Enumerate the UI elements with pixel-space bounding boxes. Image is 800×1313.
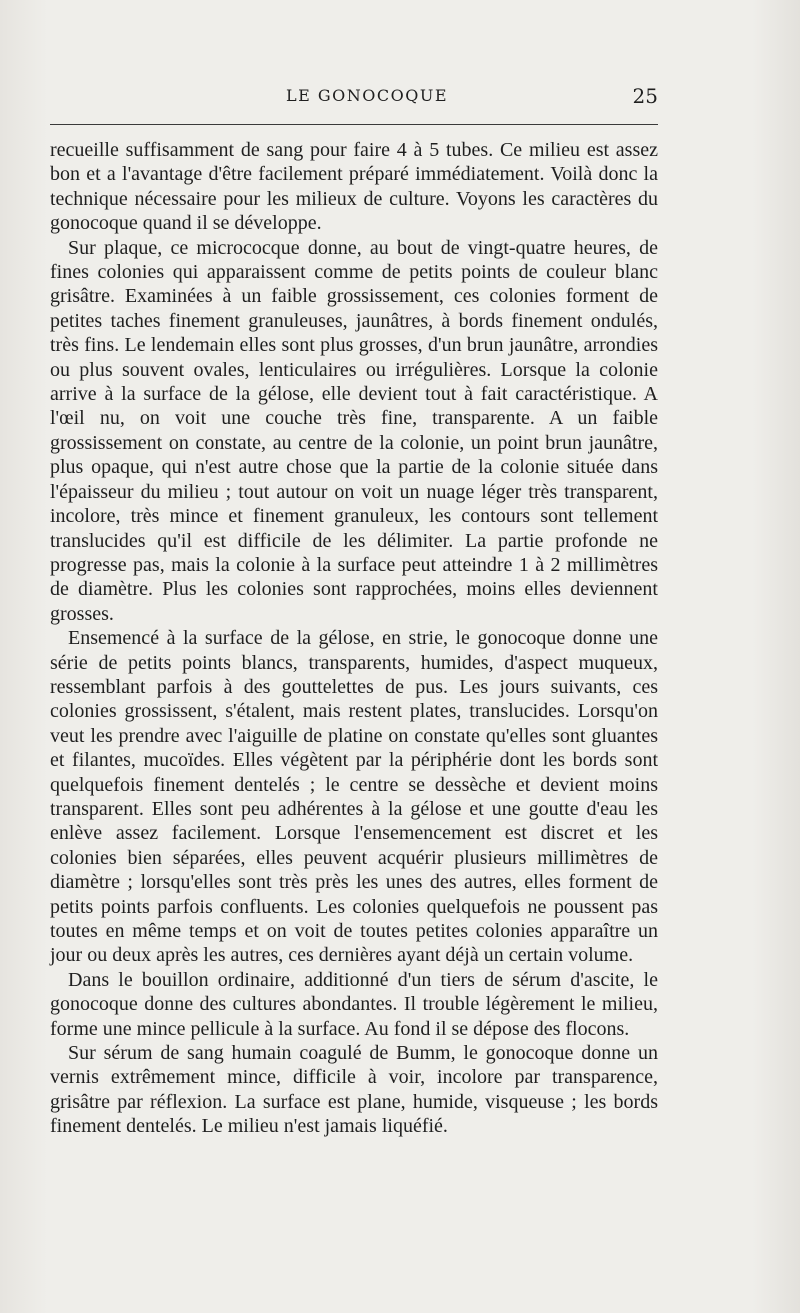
running-title: LE GONOCOQUE xyxy=(286,86,449,105)
page-header xyxy=(50,86,658,116)
paragraph-2: Sur plaque, ce micrococque donne, au bout de vingt-quatre heures, de fines colonies qui apparaissent comme de petits points de couleur blanc grisâtre. Examinées à un faible grossissement, ces colonies forment de petites taches finement granuleuses, jaunâtres, à bords finement ondulés, très fins. Le lendemain elles sont plus grosses, d'un brun jaunâtre, arrondies ou plus souvent ovales, lenticulaires ou irrégulières. Lorsque la colonie arrive à la surface de la gélose, elle devient tout à fait caractéristique. A l'œil nu, on voit une couche très fine, transparente. A un faible grossissement on constate, au centre de la colonie, un point brun jaunâtre, plus opaque, qui n'est autre chose que la partie de la colonie située dans l'épaisseur du milieu ; tout autour on voit un nuage léger très transparent, incolore, très mince et finement granuleux, les contours sont tellement translucides qu'il est difficile de les délimiter. La partie profonde ne progresse pas, mais la colonie à la surface peut atteindre 1 à 2 millimètres de diamètre. Plus les colonies sont rapprochées, moins elles deviennent grosses. xyxy=(50,236,658,625)
paragraph-5: Sur sérum de sang humain coagulé de Bumm, le gonocoque donne un vernis extrêmement mince, difficile à voir, incolore par transparence, grisâtre par réflexion. La surface est plane, humide, visqueuse ; les bords finement dentelés. Le milieu n'est jamais liquéfié. xyxy=(50,1042,658,1138)
header-rule xyxy=(50,124,658,125)
paragraph-3: Ensemencé à la surface de la gélose, en strie, le gonocoque donne une série de petits points blancs, transparents, humides, d'aspect muqueux, ressemblant parfois à des gouttelettes de pus. Les jours suivants, ces colonies grossissent, s'étalent, mais restent plates, translucides. Lorsqu'on veut les prendre avec l'aiguille de platine on constate qu'elles sont gluantes et filantes, mucoïdes. Elles végètent par la périphérie dont les bords sont quelquefois finement dentelés ; le centre se dessèche et devient moins transparent. Elles sont peu adhérentes à la gélose et une goutte d'eau les enlève assez facilement. Lorsque l'ensemencement est discret et les colonies bien séparées, elles peuvent acquérir plusieurs millimètres de diamètre ; lorsqu'elles sont très près les unes des autres, elles forment de petits points parfois confluents. Les colonies quelquefois ne poussent pas toutes en même temps et on voit de toutes petites colonies apparaître un jour ou deux après les autres, ces dernières ayant déjà un certain volume. xyxy=(50,627,658,967)
paragraph-4: Dans le bouillon ordinaire, additionné d'un tiers de sérum d'ascite, le gonocoque donne des cultures abondantes. Il trouble légèrement le milieu, forme une mince pellicule à la surface. Au fond il se dépose des flocons. xyxy=(50,968,658,1040)
paragraph-1: recueille suffisamment de sang pour faire 4 à 5 tubes. Ce milieu est assez bon et a l'avantage d'être facilement préparé immédiatement. Voilà donc la technique nécessaire pour les milieux de culture. Voyons les caractères du gonocoque quand il se développe. xyxy=(50,139,658,235)
page-number: 25 xyxy=(632,84,658,108)
body-text xyxy=(50,138,658,1139)
